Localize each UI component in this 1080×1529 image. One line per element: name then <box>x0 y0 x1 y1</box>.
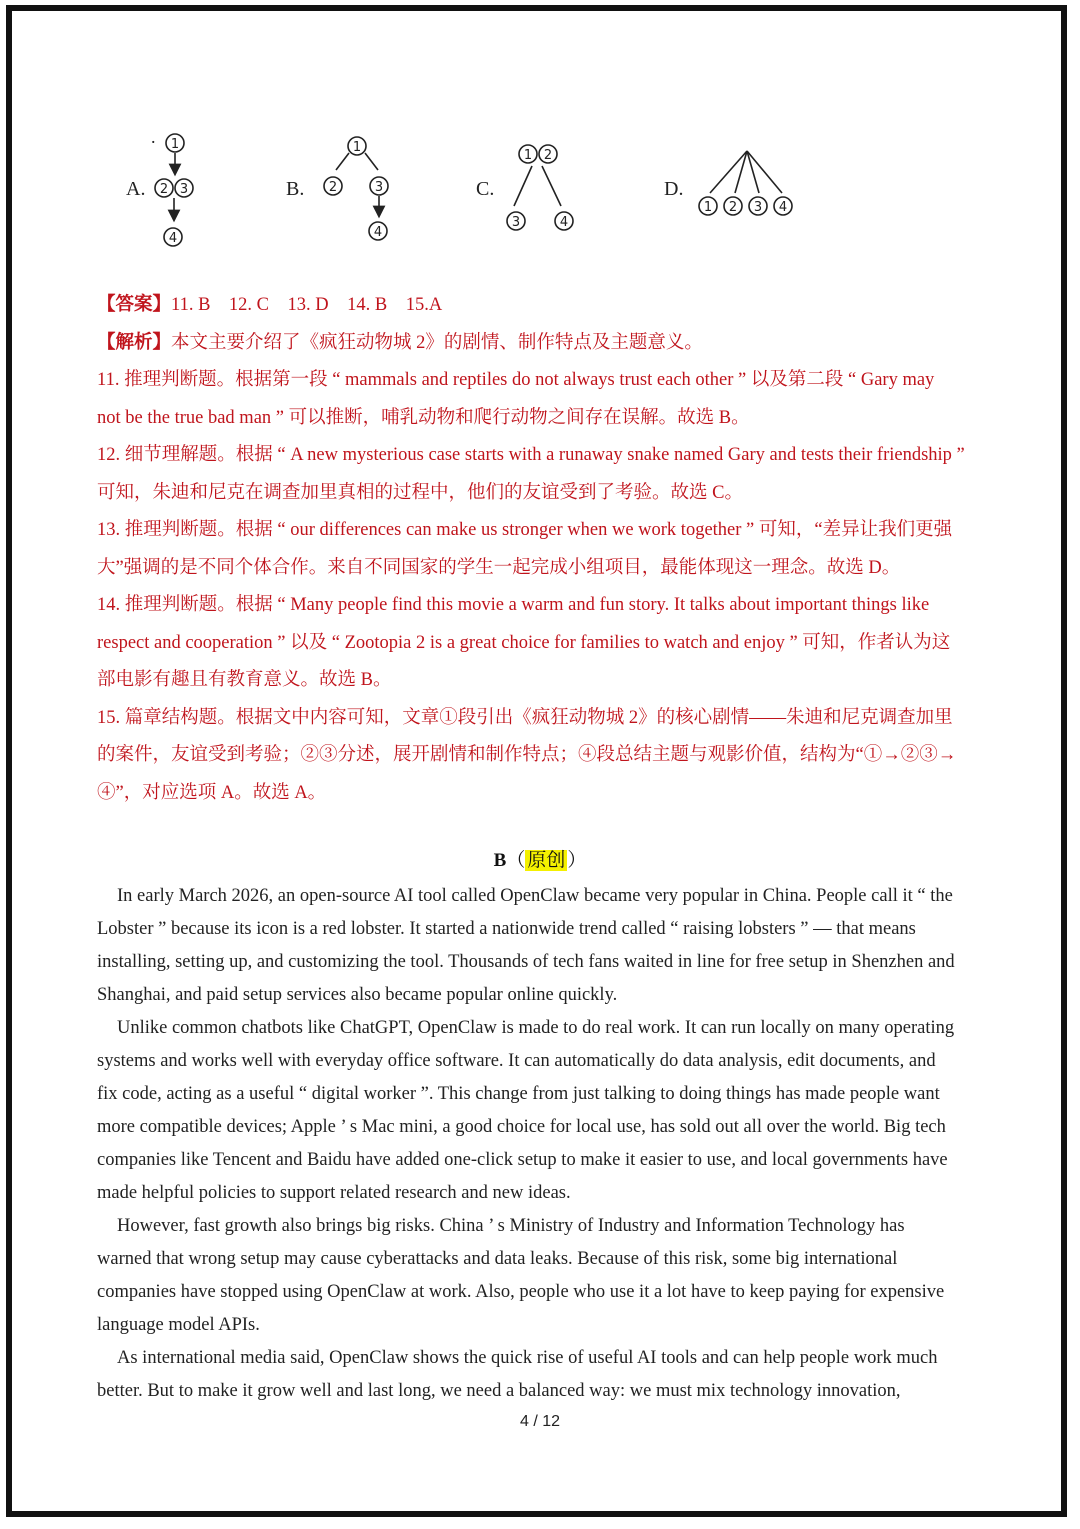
passage-line: Shanghai, and paid setup services also became popular online quickly. <box>97 985 618 1005</box>
reading-passage <box>97 880 997 1408</box>
diagram-a <box>155 134 193 246</box>
passage-line: better. But to make it grow well and last long, we need a balanced way: we must mix technology innovation, <box>97 1381 901 1401</box>
answer-text: 11. B 12. C 13. D 14. B 15.A <box>171 295 443 315</box>
svg-text:1: 1 <box>352 140 362 155</box>
analysis-line: ④”，对应选项 A。故选 A。 <box>97 782 327 803</box>
diagram-b <box>324 137 388 240</box>
structure-diagrams-svg <box>0 0 1080 270</box>
analysis-tag: 【解析】 <box>97 332 172 353</box>
answer-analysis <box>97 287 1012 812</box>
svg-text:4: 4 <box>559 215 569 230</box>
svg-text:3: 3 <box>753 200 763 215</box>
answer-tag: 【答案】 <box>97 295 172 315</box>
section-letter: B <box>493 850 507 871</box>
section-title <box>0 845 1080 872</box>
svg-text:1: 1 <box>523 148 533 163</box>
svg-text:3: 3 <box>374 180 384 195</box>
stray-dot: . <box>151 127 156 147</box>
analysis-line: not be the true bad man ” 可以推断，哺乳动物和爬行动物之间存在误解。故选 B。 <box>97 407 750 428</box>
svg-text:4: 4 <box>778 200 788 215</box>
svg-text:2: 2 <box>328 180 338 195</box>
analysis-line: 13. 推理判断题。根据 “ our differences can make us stronger when we work together ” 可知，“差异让我们更强 <box>97 520 953 540</box>
section-close-paren: ） <box>567 850 587 871</box>
analysis-summary: 本文主要介绍了《疯狂动物城 2》的剧情、制作特点及主题意义。 <box>171 332 703 353</box>
option-d-label: D. <box>664 178 684 200</box>
diagram-d <box>699 151 792 215</box>
passage-line: Unlike common chatbots like ChatGPT, OpenClaw is made to do real work. It can run locally on many operating <box>117 1018 955 1038</box>
analysis-line: 部电影有趣且有教育意义。故选 B。 <box>97 670 392 690</box>
passage-line: companies have stopped using OpenClaw at work. Also, people who use it a lot have to keep paying for expensive <box>97 1282 945 1302</box>
option-b-label: B. <box>286 178 305 200</box>
passage-line: made helpful policies to support related research and new ideas. <box>97 1183 571 1203</box>
passage-line: As international media said, OpenClaw shows the quick rise of useful AI tools and can help people work much <box>117 1348 938 1368</box>
option-diagrams <box>0 0 1080 270</box>
svg-text:1: 1 <box>703 200 713 215</box>
svg-text:2: 2 <box>543 148 553 163</box>
diagram-c <box>507 145 573 230</box>
passage-line: In early March 2026, an open-source AI tool called OpenClaw became very popular in China. People call it “ the <box>117 886 953 906</box>
page-number: 4 / 12 <box>519 1413 561 1430</box>
svg-text:2: 2 <box>159 182 169 197</box>
passage-line: However, fast growth also brings big risks. China ’ s Ministry of Industry and Information Technology has <box>117 1216 905 1236</box>
passage-line: systems and works well with everyday office software. It can automatically do data analysis, edit documents, and <box>97 1051 936 1071</box>
passage-line: language model APIs. <box>97 1315 260 1335</box>
passage-line: fix code, acting as a useful “ digital worker ”. This change from just talking to doing things has made people want <box>97 1084 940 1104</box>
option-c-label: C. <box>476 178 495 200</box>
analysis-summary-line <box>97 325 1012 363</box>
passage-line: installing, setting up, and customizing the tool. Thousands of tech fans waited in line for free setup in Shenzhen and <box>97 952 955 972</box>
section-open-paren: （ <box>506 850 526 871</box>
passage-line: Lobster ” because its icon is a red lobster. It started a nationwide trend called “ raising lobsters ” — that means <box>97 919 916 939</box>
analysis-line: 12. 细节理解题。根据 “ A new mysterious case starts with a runaway snake named Gary and tests their friendship ” <box>97 445 965 465</box>
section-original-label: 原创 <box>527 850 566 871</box>
answer-line <box>97 287 1012 325</box>
passage-line: more compatible devices; Apple ’ s Mac mini, a good choice for local use, has sold out all over the world. Big tech <box>97 1117 946 1137</box>
passage-line: companies like Tencent and Baidu have added one-click setup to make it easier to use, and local governments have <box>97 1150 948 1170</box>
analysis-line: 的案件，友谊受到考验；②③分述，展开剧情和制作特点；④段总结主题与观影价值，结构为“①→②③→ <box>97 745 957 765</box>
svg-text:2: 2 <box>728 200 738 215</box>
svg-text:3: 3 <box>511 215 521 230</box>
svg-text:1: 1 <box>170 137 180 152</box>
analysis-line: 14. 推理判断题。根据 “ Many people find this movie a warm and fun story. It talks about important things like <box>97 595 930 615</box>
svg-text:4: 4 <box>373 225 383 240</box>
analysis-line: 可知，朱迪和尼克在调查加里真相的过程中，他们的友谊受到了考验。故选 C。 <box>97 482 743 503</box>
analysis-line: 11. 推理判断题。根据第一段 “ mammals and reptiles do not always trust each other ” 以及第二段 “ Gary may <box>97 370 935 390</box>
svg-text:4: 4 <box>168 231 178 246</box>
svg-text:3: 3 <box>179 182 189 197</box>
analysis-line: 15. 篇章结构题。根据文中内容可知，文章①段引出《疯狂动物城 2》的核心剧情——朱迪和尼克调查加里 <box>97 707 953 728</box>
passage-line: warned that wrong setup may cause cyberattacks and data leaks. Because of this risk, some big international <box>97 1249 898 1269</box>
option-a-label: A. <box>126 178 146 200</box>
analysis-line: respect and cooperation ” 以及 “ Zootopia 2 is a great choice for families to watch and enjoy ” 可知，作者认为这 <box>97 632 951 653</box>
analysis-line: 大”强调的是不同个体合作。来自不同国家的学生一起完成小组项目，最能体现这一理念。故选 D。 <box>97 557 901 578</box>
